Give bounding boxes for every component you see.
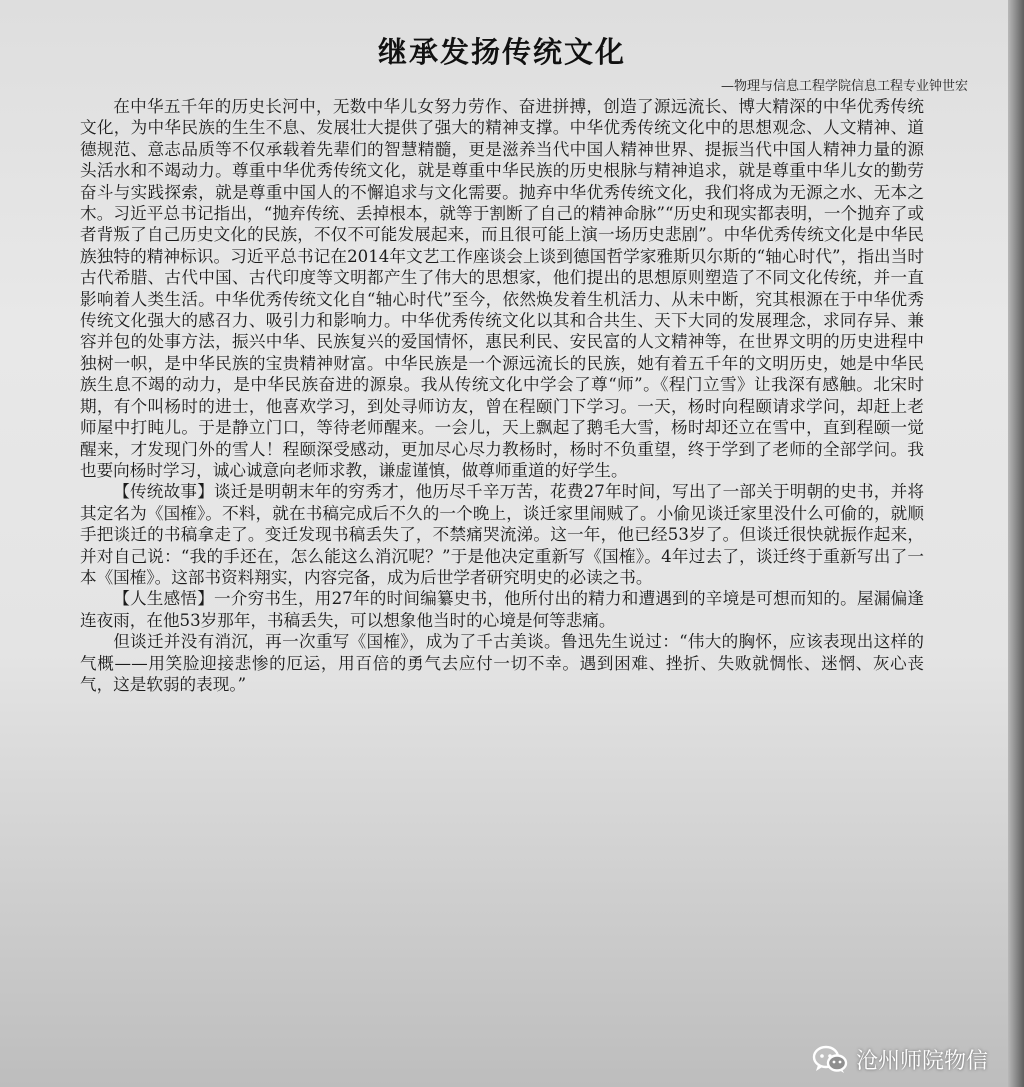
photo-edge-shadow <box>1008 0 1024 1087</box>
author-byline: —物理与信息工程学院信息工程专业钟世宏 <box>720 79 968 94</box>
watermark-label: 沧州师院物信 <box>855 1049 988 1074</box>
wechat-watermark <box>812 1044 988 1075</box>
wechat-icon <box>812 1045 848 1075</box>
document-title: 继承发扬传统文化 <box>377 35 626 69</box>
document-body <box>80 96 924 695</box>
paragraph-life-insight: 【人生感悟】一介穷书生，用27年的时间编纂史书，他所付出的精力和遭遇到的辛境是可想而知的。屋漏偏逢连夜雨，在他53岁那年，书稿丢失，可以想象他当时的心境是何等悲痛。 <box>80 589 924 630</box>
paragraph-essay: 在中华五千年的历史长河中，无数中华儿女努力劳作、奋进拼搏，创造了源远流长、博大精深的中华优秀传统文化，为中华民族的生生不息、发展壮大提供了强大的精神支撑。中华优秀传统文化中的思想观念、人文精神、道德规范、意志品质等不仅承载着先辈们的智慧精髓，更是滋养当代中国人精神世界、提振当代中国人精神力量的源头活水和不竭动力。尊重中华优秀传统文化，就是尊重中华民族的历史根脉与精神追求，就是尊重中华儿女的勤劳奋斗与实践探索，就是尊重中国人的不懈追求与文化需要。抛弃中华优秀传统文化，我们将成为无源之水、无本之木。习近平总书记指出，“抛弃传统、丢掉根本，就等于割断了自己的精神命脉”“历史和现实都表明，一个抛弃了或者背叛了自己历史文化的民族，不仅不可能发展起来，而且很可能上演一场历史悲剧”。中华优秀传统文化是中华民族独特的精神标识。习近平总书记在2014年文艺工作座谈会上谈到德国哲学家雅斯贝尔斯的“轴心时代”，指出当时古代希腊、古代中国、古代印度等文明都产生了伟大的思想家，他们提出的思想原则塑造了不同文化传统，并一直影响着人类生活。中华优秀传统文化自“轴心时代”至今，依然焕发着生机活力、从未中断，究其根源在于中华优秀传统文化强大的感召力、吸引力和影响力。中华优秀传统文化以其和合共生、天下大同的发展理念，求同存异、兼容并包的处事方法，振兴中华、民族复兴的爱国情怀，惠民利民、安民富的人文精神等，在世界文明的历史进程中独树一帜，是中华民族的宝贵精神财富。中华民族是一个源远流长的民族，她有着五千年的文明历史，她是中华民族生息不竭的动力，是中华民族奋进的源泉。我从传统文化中学会了尊“师”。《程门立雪》让我深有感触。北宋时期，有个叫杨时的进士，他喜欢学习，到处寻师访友，曾在程颐门下学习。一天，杨时向程颐请求学问，却赶上老师屋中打盹儿。于是静立门口，等待老师醒来。一会儿，天上飘起了鹅毛大雪，杨时却还立在雪中，直到程颐一觉醒来，才发现门外的雪人！程颐深受感动，更加尽心尽力教杨时，杨时不负重望，终于学到了老师的全部学问。我也要向杨时学习，诚心诚意向老师求教，谦虚谨慎，做尊师重道的好学生。 <box>80 97 924 480</box>
paragraph-traditional-story: 【传统故事】谈迁是明朝末年的穷秀才，他历尽千辛万苦，花费27年时间，写出了一部关于明朝的史书，并将其定名为《国榷》。不料，就在书稿完成后不久的一个晚上，谈迁家里闹贼了。小偷见谈迁家里没什么可偷的，就顺手把谈迁的书稿拿走了。变迁发现书稿丢失了，不禁痛哭流涕。这一年，他已经53岁了。但谈迁很快就振作起来，并对自己说：“我的手还在，怎么能这么消沉呢？”于是他决定重新写《国榷》。4年过去了，谈迁终于重新写出了一本《国榷》。这部书资料翔实，内容完备，成为后世学者研究明史的必读之书。 <box>80 482 924 587</box>
paragraph-conclusion: 但谈迁并没有消沉，再一次重写《国榷》，成为了千古美谈。鲁迅先生说过：“伟大的胸怀，应该表现出这样的气概——用笑脸迎接悲惨的厄运，用百倍的勇气去应付一切不幸。遇到困难、挫折、失败就惆怅、迷惘、灰心丧气，这是软弱的表现。” <box>80 632 924 694</box>
